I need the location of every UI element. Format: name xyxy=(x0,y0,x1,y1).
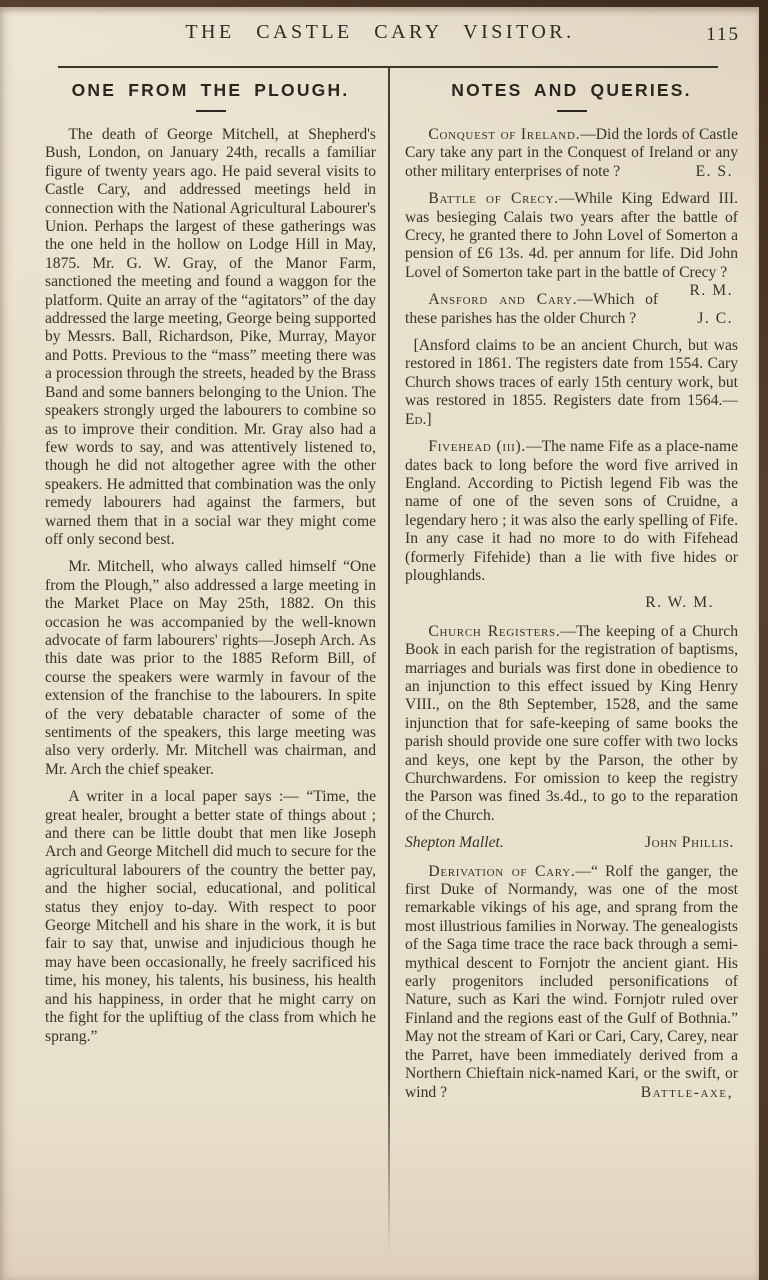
query-text: —Did the lords of Castle Cary take any part in the Conquest of Ireland or any other military enterprises of note ? xyxy=(405,126,738,180)
query-item xyxy=(405,438,738,585)
query-title: Ansford and Cary. xyxy=(428,291,578,309)
article-heading: ONE FROM THE PLOUGH. xyxy=(71,80,350,100)
article-body xyxy=(45,126,376,1046)
query-text: —The name Fife as a place-name dates back to long before the word five arrived in England. According to Pictish legend Fib was the name of one of the seven sons of Cruidne, a legendary hero ; it was also the early spelling of Fife. In any case it had no more to do with Fifehead (formerly Fifehide) than a lie with five hides or ploughlands. xyxy=(405,438,738,584)
article-paragraph: A writer in a local paper says :— “Time, the great healer, brought a better state of things about ; and there can be little doubt that men like Joseph Arch and George Mitchell did much to secure for the agricultural labourers of the country the better pay, and the higher social, educational, and political status they enjoy to-day. With respect to poor George Mitchell and his share in the work, it is but fair to say that, unwise and injudicious though he may have been occasionally, he freely sacrificed his time, his money, his talents, his business, his health and his happiness, in order that he might carry on the fight for the upliftiug of the class from which he sprang.” xyxy=(45,788,376,1045)
query-signature: E. S. xyxy=(695,162,733,180)
editor-signature: Ed.] xyxy=(405,410,432,428)
query-item xyxy=(405,863,738,1102)
query-text: —The keeping of a Church Book in each parish for the registration of baptisms, marriages and burials was first done in obedience to an injunction to this effect issued by King Henry VIII., on the 8th September, 1528, and the same injunction that for safe-keeping of same books the parish should provide one sure coffer with two locks and keys, one kept by the Parson, the other by Churchwardens. For omission to keep the registry the Parson was fined 3s.4d., to go to the reparation of the Church. xyxy=(405,622,738,824)
query-text: —Which of these parishes has the older Church ? xyxy=(405,291,659,327)
photo-edge-right xyxy=(759,0,768,1280)
section-heading: NOTES AND QUERIES. xyxy=(451,80,692,100)
editor-note xyxy=(405,337,738,429)
right-column xyxy=(405,80,738,1111)
query-title: Church Registers. xyxy=(428,622,561,640)
query-signature: J. C. xyxy=(697,309,733,327)
query-text: —“ Rolf the ganger, the first Duke of Normandy, was one of the most remarkable vikings of his age, and sprang from the most illustrious families in Norway. The genealogists of the Saga time trace the race back through a semi-mythical descent to Fornjotr the ancient giant. His early progenitors included personifications of Nature, such as Kari the wind. Fornjotr ruled over Finland and the regions east of the Gulf of Bothnia.” May not the stream of Kari or Cari, Cary, Carey, near the Parret, have been immediately derived from a Northern Chieftain nick-named Kari, or the swift, or wind ? xyxy=(405,862,738,1101)
query-item xyxy=(405,126,738,181)
editor-note-text: [Ansford claims to be an ancient Church, but was restored in 1861. The registers date from 1554. Cary Church shows traces of early 15th century work, but was restored in 1855. Registers date from 1564.— xyxy=(405,337,738,410)
column-divider xyxy=(388,67,390,1252)
query-signature: R. M. xyxy=(689,282,733,300)
queries-body xyxy=(405,126,738,1102)
query-signature-line: R. W. M. xyxy=(645,594,714,612)
query-title: Conquest of Ireland. xyxy=(428,126,581,143)
query-title: Fivehead (iii). xyxy=(428,438,527,456)
query-signature: Battle-axe, xyxy=(640,1083,733,1101)
heading-rule xyxy=(557,110,587,112)
query-title: Battle of Crecy. xyxy=(428,190,559,208)
left-column xyxy=(45,80,376,1055)
article-paragraph: Mr. Mitchell, who always called himself “One from the Plough,” also addressed a large meeting in the Market Place on May 25th, 1882. On this occasion he was accompanied by the well-known advocate of farm labourers' rights—Joseph Arch. As this date was prior to the 1885 Reform Bill, of course the speakers were warmly in favour of the extension of the franchise to the labourers. In spite of the very debatable character of some of the sentiments of the speakers, this large meeting was also very orderly. Mr. Mitchell was chairman, and Mr. Arch the chief speaker. xyxy=(45,558,376,778)
attribution-author: John Phillis. xyxy=(645,834,734,852)
query-item xyxy=(405,623,738,825)
article-paragraph: The death of George Mitchell, at Shepherd's Bush, London, on January 24th, recalls a familiar figure of twenty years ago. He paid several visits to Castle Cary, and addressed meetings held in connection with the National Agricultural Labourer's Union. Perhaps the largest of these gatherings was the one held in the hollow on Lodge Hill in May, 1875. Mr. G. W. Gray, of the Manor Farm, sanctioned the meeting and found a waggon for the platform. Quite an array of the “agitators” of the day addressed the large meeting, George being supported by Messrs. Ball, Richardson, Pike, Murray, Mayor and Potts. Previous to the “mass” meeting there was a procession through the streets, headed by the Brass Band and some banners belonging to the Union. The speakers strongly urged the labourers to combine so as to improve their condition. Mr. Gray also had a few words to say, and was attentively listened to, though he did not altogether agree with the other speakers. He admitted that combination was the only remedy labourers had against the farmers, but warned them that in a social war they might come off only second best. xyxy=(45,126,376,548)
query-title: Derivation of Cary. xyxy=(428,862,576,880)
page-number: 115 xyxy=(706,24,740,45)
masthead-title: THE CASTLE CARY VISITOR. xyxy=(185,21,575,43)
query-text: —While King Edward III. was besieging Calais two years after the battle of Crecy, he granted there to John Lovel of Somerton a pension of £6 13s. 4d. per annum for life. Did John Lovel of Somerton take part in the battle of Crecy ? xyxy=(405,190,738,281)
attribution-line xyxy=(405,834,738,852)
attribution-place: Shepton Mallet. xyxy=(405,834,504,852)
heading-rule xyxy=(196,110,226,112)
photo-edge-top xyxy=(0,0,768,7)
